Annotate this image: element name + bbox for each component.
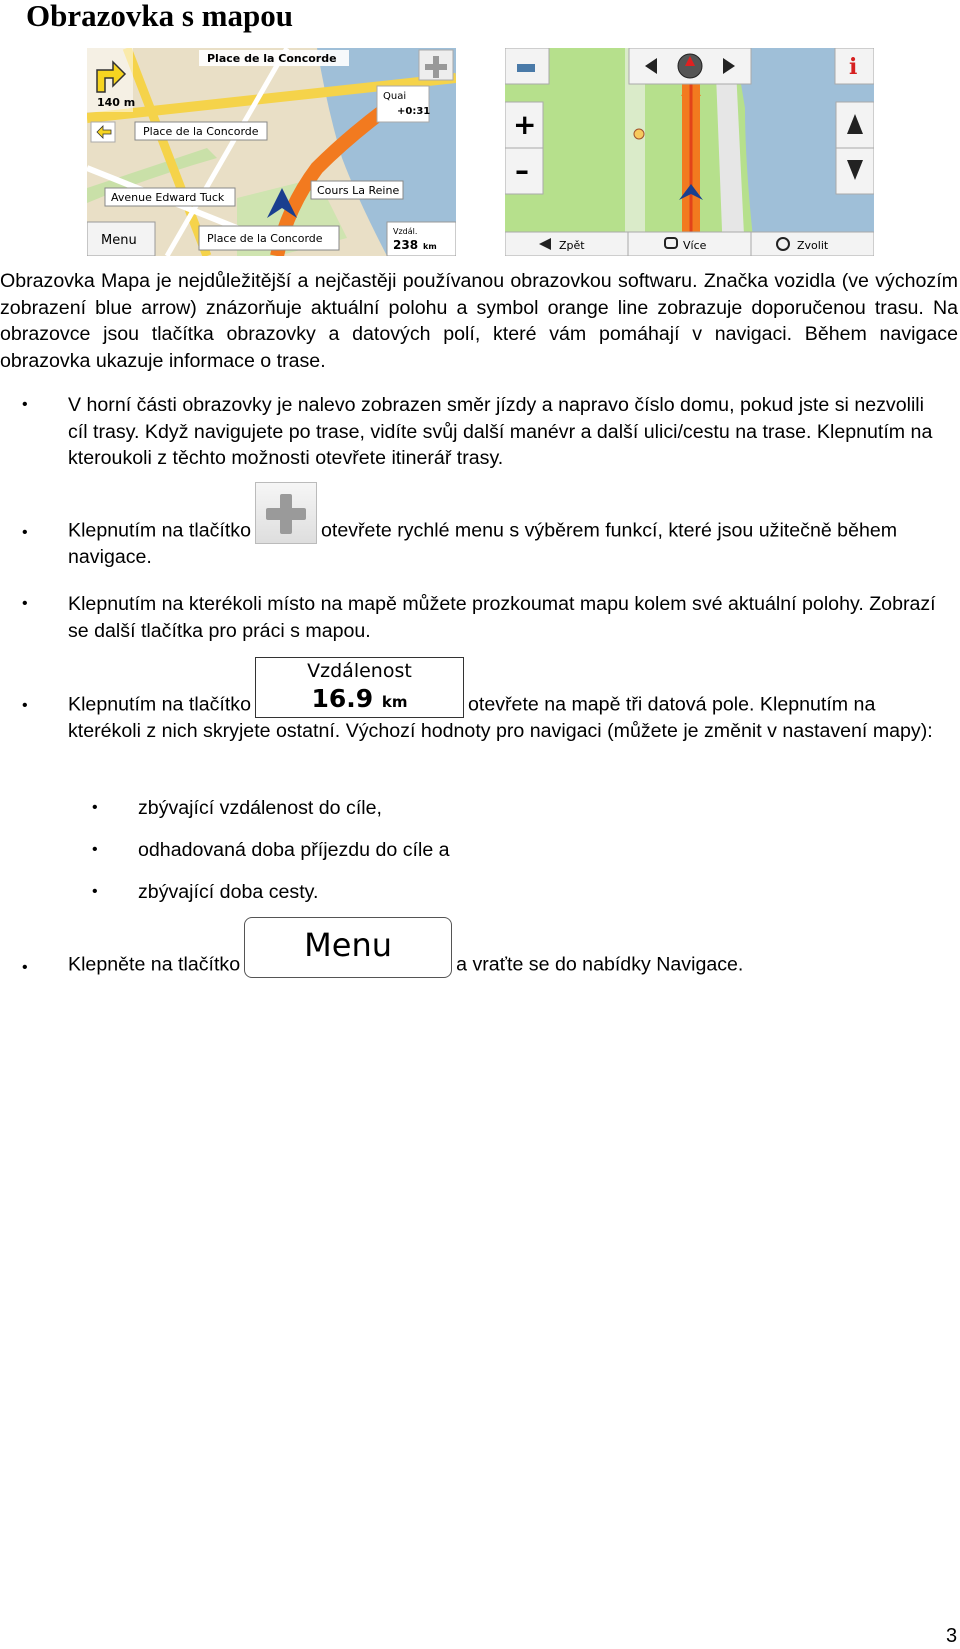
compass-view-icon[interactable]: [517, 64, 535, 72]
distance-field-value[interactable]: 238: [393, 238, 419, 252]
street-label-cours: Cours La Reine: [317, 184, 400, 197]
bullet-text: Klepnutím na kterékoli místo na mapě můžete prozkoumat mapu kolem své aktuální polohy. Zobrazí se další tlačítka pro práci s mapou.: [68, 593, 936, 642]
bullet-text: Klepnutím na tlačítko: [68, 519, 251, 542]
map-screenshot-browse: [505, 48, 874, 256]
poi-marker-icon[interactable]: [634, 129, 644, 139]
bullet-marker: •: [22, 595, 28, 612]
maneuver-distance: 140 m: [97, 96, 136, 109]
map-screenshot-navigation: [87, 48, 456, 256]
bullet-marker: •: [22, 396, 28, 413]
sub-bullet-text: zbývající doba cesty.: [138, 881, 319, 903]
bullet-item: [22, 392, 938, 472]
distance-field-value: 16.9: [311, 684, 374, 713]
zoom-in-icon[interactable]: +: [513, 108, 537, 141]
distance-field-label: Vzdál.: [393, 227, 418, 236]
sub-bullet-item: [92, 879, 838, 906]
street-label-left: Place de la Concorde: [143, 125, 259, 138]
bullet-item: [22, 591, 938, 644]
sub-bullet-text: odhadovaná doba příjezdu do cíle a: [138, 839, 450, 861]
bullet-marker: •: [22, 524, 28, 541]
bullet-marker: •: [22, 959, 28, 976]
bullet-text: Klepněte na tlačítko: [68, 953, 241, 976]
street-label-avenue: Avenue Edward Tuck: [111, 191, 225, 204]
time-offset: +0:31: [397, 106, 431, 117]
distance-field-unit: km: [423, 242, 437, 251]
bullet-marker: •: [92, 841, 98, 858]
bullet-text: otevřete na mapě tři datová pole. Klepnutím na kterékoli z nich skryjete ostatní. Výchozí hodnoty pro navigaci (můžete je změnit v nastavení mapy):: [68, 693, 933, 742]
bullet-item: [22, 657, 938, 745]
current-street-label: Place de la Concorde: [207, 232, 323, 245]
bullet-marker: •: [22, 697, 28, 714]
bullet-marker: •: [92, 883, 98, 900]
page-number: 3: [946, 1625, 958, 1647]
info-icon[interactable]: i: [849, 54, 858, 80]
sub-bullet-item: [92, 837, 838, 864]
select-button[interactable]: Zvolit: [797, 239, 829, 252]
menu-button[interactable]: Menu: [101, 233, 137, 248]
bullet-marker: •: [92, 799, 98, 816]
page-title: Obrazovka s mapou: [26, 0, 293, 33]
sub-bullet-text: zbývající vzdálenost do cíle,: [138, 797, 382, 819]
street-quai-label: Quai: [383, 91, 407, 102]
more-button[interactable]: Více: [683, 239, 707, 252]
quick-menu-plus-button[interactable]: [255, 482, 317, 544]
menu-button[interactable]: Menu: [244, 917, 452, 978]
distance-field-label: Vzdálenost: [307, 660, 412, 682]
bullet-item: [22, 482, 938, 571]
sub-bullet-item: [92, 795, 838, 822]
distance-field-unit: km: [381, 693, 408, 711]
next-street-label: Place de la Concorde: [207, 52, 337, 65]
zoom-out-icon[interactable]: –: [515, 154, 529, 187]
intro-paragraph: Obrazovka Mapa je nejdůležitější a nejčastěji používanou obrazovkou softwaru. Značka vozidla (ve výchozím zobrazení blue arrow) znázorňuje aktuální polohu a symbol orange line zobrazuje doporučenou trasu. Na obrazovce jsou tlačítka obrazovky a datových polí, které vám pomáhají v navigaci. Během navigace obrazovka ukazuje informace o trase.: [0, 270, 958, 372]
bullet-text: V horní části obrazovky je nalevo zobrazen směr jízdy a napravo číslo domu, pokud jste si nezvolili cíl trasy. Když navigujete po trase, vidíte svůj další manévr a další ulici/cestu na trase. Klepnutím na kteroukoli z těchto možnosti otevřete itinerář trasy.: [68, 394, 933, 469]
bullet-text: otevřete rychlé menu s výběrem funkcí, které jsou užitečně během navigace.: [68, 519, 898, 568]
distance-data-field-button[interactable]: [255, 657, 464, 718]
bullet-item: [22, 917, 938, 978]
bullet-text: Klepnutím na tlačítko: [68, 693, 251, 716]
back-button[interactable]: Zpět: [559, 239, 585, 252]
bullet-text: a vraťte se do nabídky Navigace.: [456, 953, 744, 976]
